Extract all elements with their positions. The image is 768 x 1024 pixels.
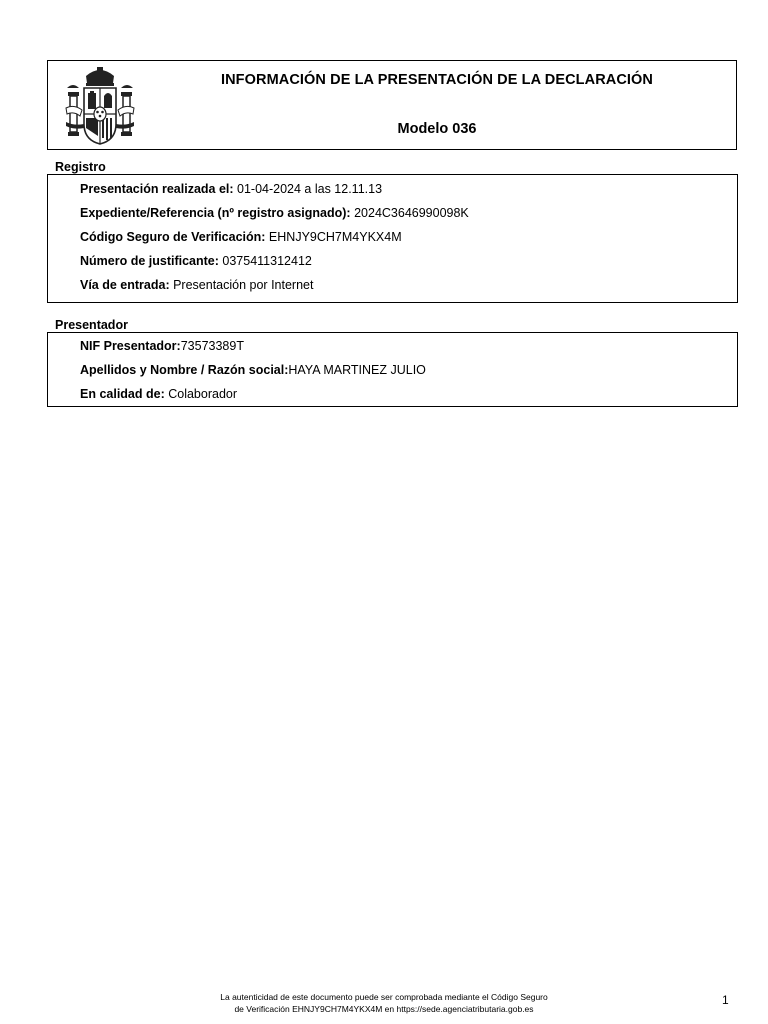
footer-line: La autenticidad de este documento puede ser comprobada mediante el Código Seguro — [220, 992, 548, 1002]
header-box — [47, 60, 737, 150]
field-presentation-date — [80, 182, 382, 196]
registro-section — [47, 174, 738, 303]
footer-line: de Verificación EHNJY9CH7M4YKX4M en https://sede.agenciatributaria.gob.es — [234, 1004, 534, 1014]
spain-coat-of-arms-icon — [64, 66, 136, 146]
page-number: 1 — [722, 993, 729, 1007]
field-label: Código Seguro de Verificación: — [80, 230, 266, 244]
field-value: Colaborador — [164, 387, 238, 401]
field-label: En calidad de: — [80, 387, 165, 401]
registro-section-label: Registro — [55, 160, 106, 174]
document-title: INFORMACIÓN DE LA PRESENTACIÓN DE LA DECLARACIÓN — [220, 72, 653, 88]
field-label: Número de justificante: — [80, 254, 219, 268]
model-number: Modelo 036 — [397, 121, 477, 137]
field-justificante — [80, 254, 312, 268]
presentador-section-label: Presentador — [55, 318, 128, 332]
field-label: Apellidos y Nombre / Razón social: — [80, 363, 289, 377]
field-csv — [80, 230, 402, 244]
field-value: Presentación por Internet — [169, 278, 314, 292]
field-nif — [80, 339, 244, 353]
footer-verification-note — [150, 991, 618, 1015]
field-label: Expediente/Referencia (nº registro asignado): — [80, 206, 351, 220]
field-via-entrada — [80, 278, 313, 292]
field-value: 01-04-2024 a las 12.11.13 — [233, 182, 383, 196]
field-label: NIF Presentador: — [80, 339, 181, 353]
field-value: 0375411312412 — [218, 254, 312, 268]
field-value: 73573389T — [180, 339, 244, 353]
field-value: EHNJY9CH7M4YKX4M — [265, 230, 402, 244]
field-nombre — [80, 363, 426, 377]
field-value: HAYA MARTINEZ JULIO — [288, 363, 426, 377]
presentador-section — [47, 332, 738, 407]
field-expediente — [80, 206, 469, 220]
field-calidad — [80, 387, 237, 401]
field-label: Vía de entrada: — [80, 278, 170, 292]
field-value: 2024C3646990098K — [350, 206, 469, 220]
field-label: Presentación realizada el: — [80, 182, 234, 196]
